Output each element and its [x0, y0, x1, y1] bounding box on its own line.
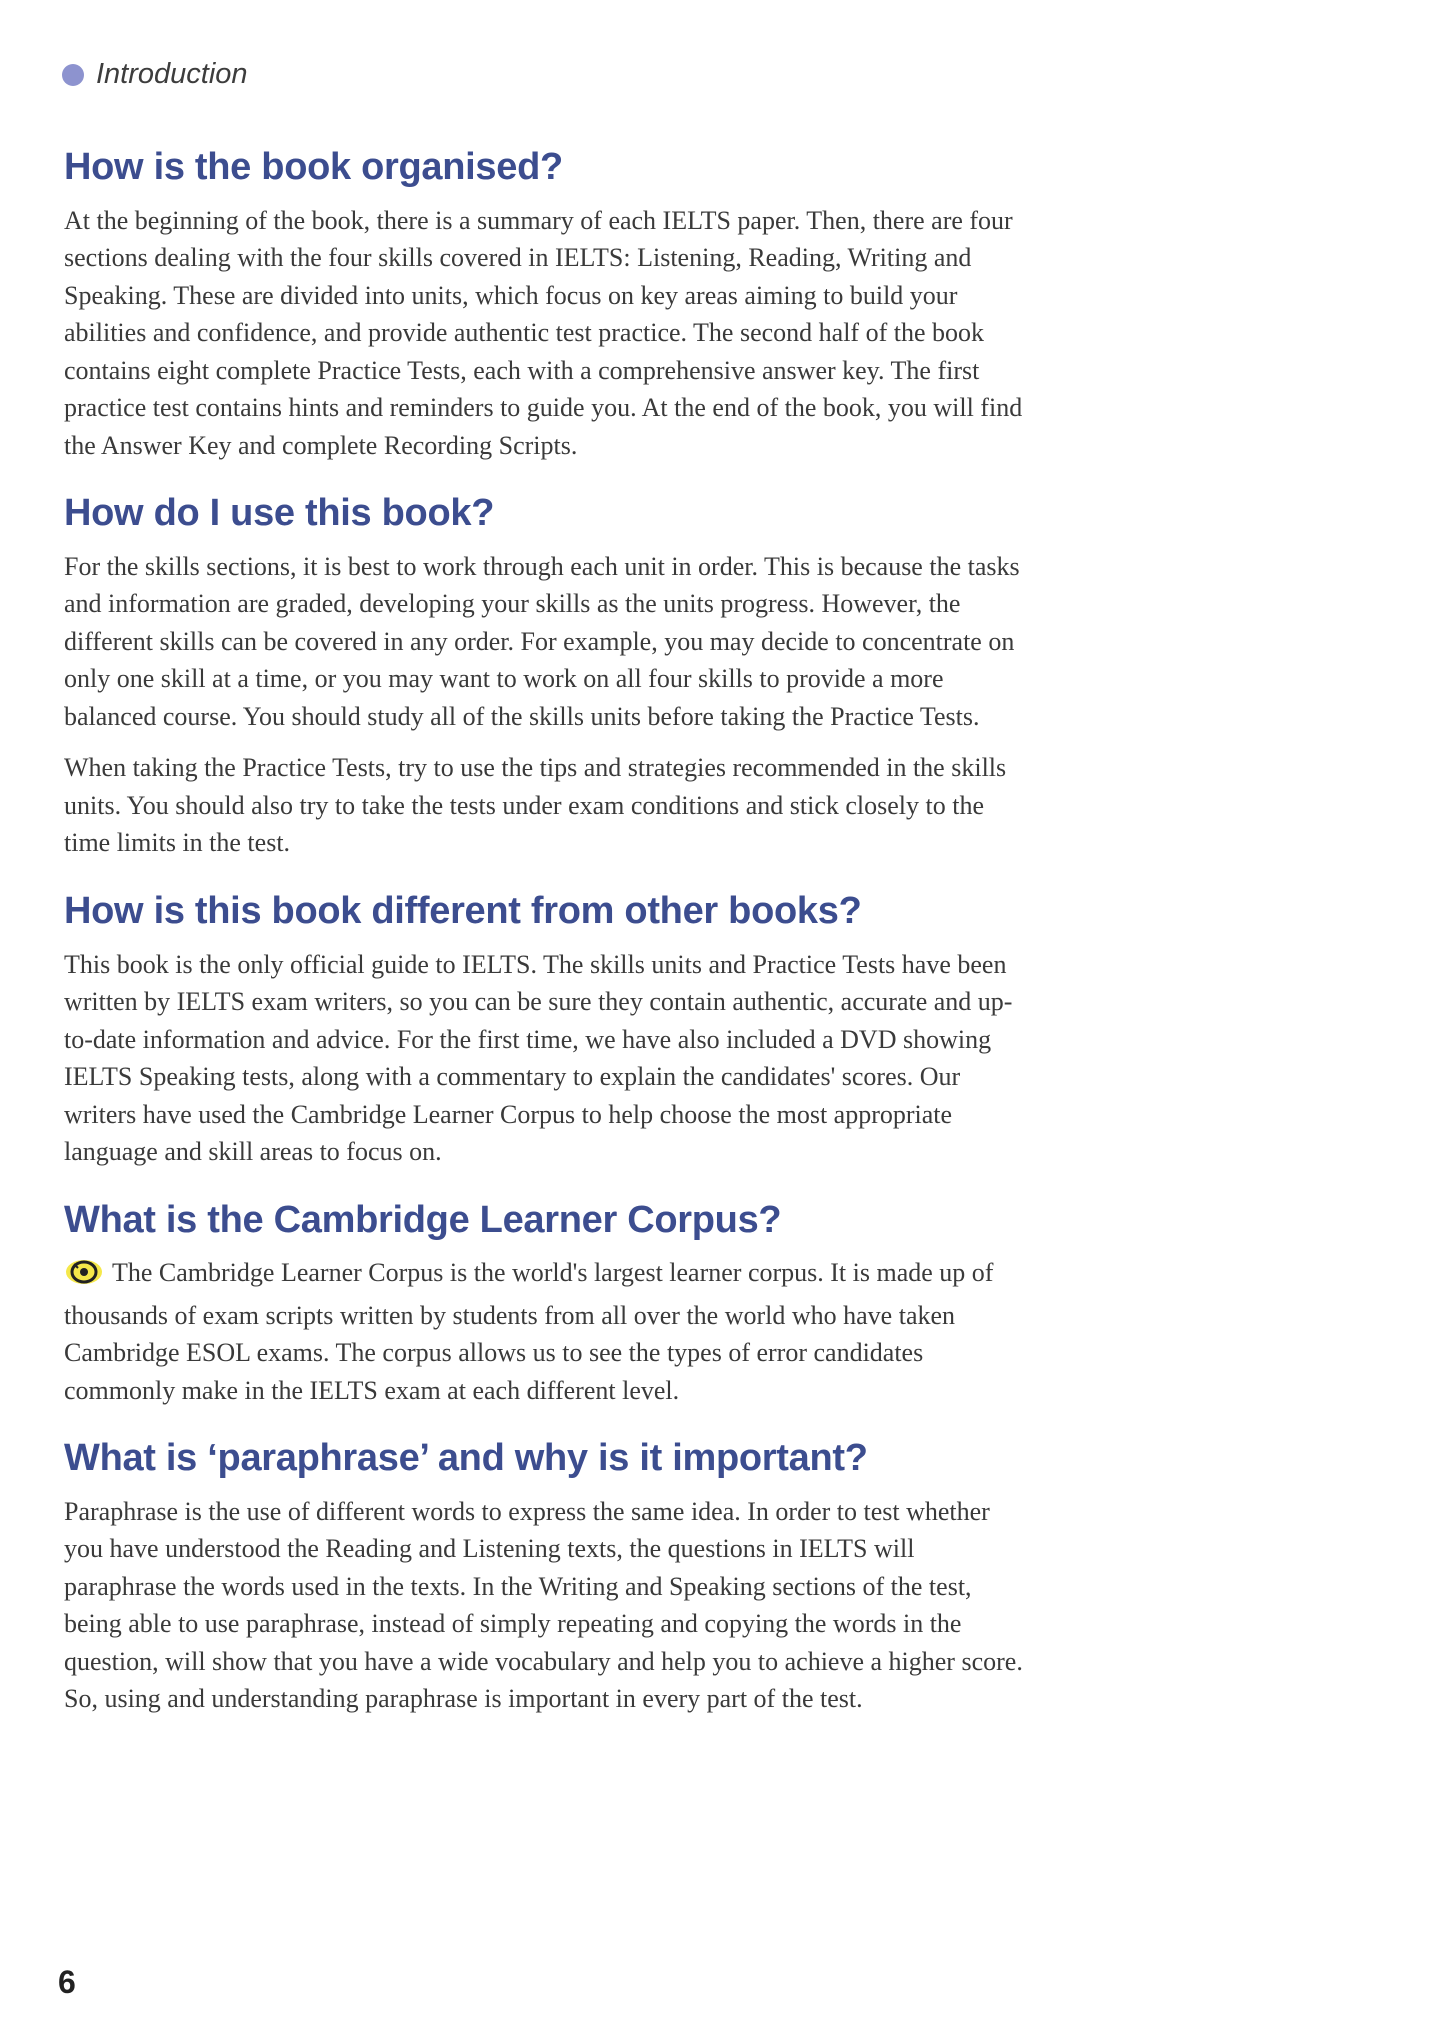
body-paragraph: Paraphrase is the use of different words to express the same idea. In order to test whether you have understood the Reading and Listening texts, the questions in IELTS will paraphrase the words used in the texts. In the Writing and Speaking sections of the test, being able to use paraphrase, instead of simply repeating and copying the words in the question, will show that you have a wide vocabulary and help you to achieve a higher score. So, using and understanding paraphrase is important in every part of the test. — [64, 1496, 1023, 1714]
section-use-book — [64, 492, 1024, 862]
running-head — [62, 58, 248, 91]
section-heading: How do I use this book? — [64, 492, 495, 535]
body-paragraph: When taking the Practice Tests, try to use the tips and strategies recommended in the skills units. You should also try to take the tests under exam conditions and stick closely to the time limits in the test. — [64, 753, 1007, 858]
section-paraphrase — [64, 1437, 1024, 1718]
running-head-label: Introduction — [96, 58, 248, 90]
section-heading: What is ‘paraphrase’ and why is it important? — [64, 1437, 868, 1480]
corpus-eye-icon — [64, 1258, 104, 1297]
circle-bullet-icon — [62, 64, 84, 86]
section-heading: What is the Cambridge Learner Corpus? — [64, 1198, 782, 1241]
body-paragraph: For the skills sections, it is best to work through each unit in order. This is because the tasks and information are graded, developing your skills as the units progress. However, the different skills can be covered in any order. For example, you may decide to concentrate on only one skill at a time, or you may want to work on all four skills to provide a more balanced course. You should study all of the skills units before taking the Practice Tests. — [64, 551, 1020, 731]
section-heading: How is this book different from other books? — [64, 889, 862, 932]
section-heading: How is the book organised? — [64, 146, 563, 188]
body-paragraph: At the beginning of the book, there is a summary of each IELTS paper. Then, there are four sections dealing with the four skills covered in IELTS: Listening, Reading, Writing and Speaking. These are divided into units, which focus on key areas aiming to build your abilities and confidence, and provide authentic test practice. The second half of the book contains eight complete Practice Tests, each with a comprehensive answer key. The first practice test contains hints and reminders to guide you. At the end of the book, you will find the Answer Key and complete Recording Scripts. — [64, 205, 1023, 460]
section-learner-corpus — [64, 1199, 1024, 1410]
body-paragraph-text: The Cambridge Learner Corpus is the world's largest learner corpus. It is made up of thousands of exam scripts written by students from all over the world who have taken Cambridge ESOL exams. The corpus allows us to see the types of error candidates commonly make in the IELTS exam at each different level. — [64, 1258, 994, 1405]
section-book-different — [64, 890, 1024, 1171]
body-paragraph-with-icon — [64, 1254, 1024, 1409]
page-number: 6 — [58, 1964, 76, 2000]
body-paragraph: This book is the only official guide to IELTS. The skills units and Practice Tests have been written by IELTS exam writers, so you can be sure they contain authentic, accurate and up-to-date information and advice. For the first time, we have also included a DVD showing IELTS Speaking tests, along with a commentary to explain the candidates' scores. Our writers have used the Cambridge Learner Corpus to help choose the most appropriate language and skill areas to focus on. — [64, 949, 1013, 1167]
main-content — [64, 146, 1024, 1746]
section-book-organised — [64, 146, 1024, 464]
